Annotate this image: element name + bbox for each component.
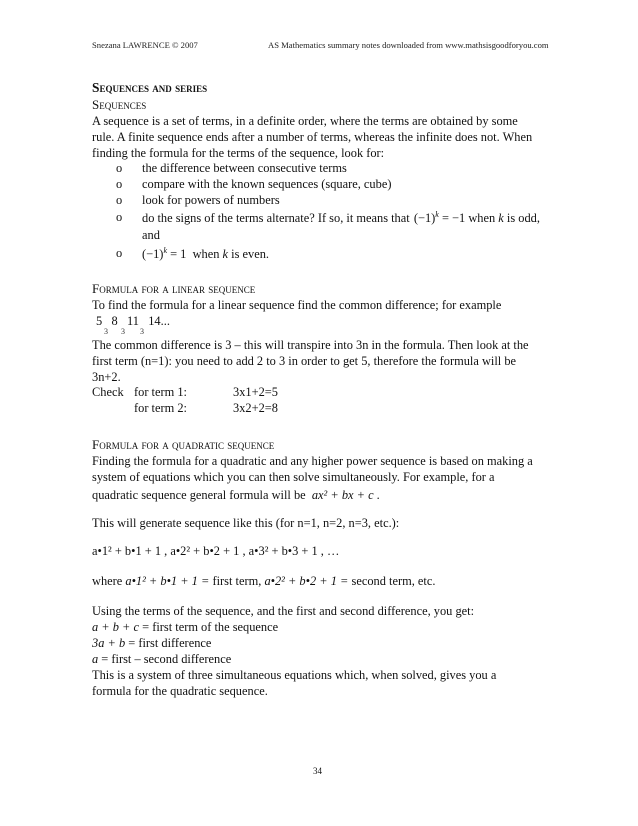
seq-term: 5 <box>96 314 103 328</box>
where-line: where a•1² + b•1 + 1 = first term, a•2² + b•2 + 1 = second term, etc. <box>92 574 436 588</box>
math-neg-one: $(-1)^k = 1$ <box>142 246 187 261</box>
paragraph-line: system of equations which you can then solve simultaneously. For example, for a <box>92 470 495 484</box>
check-term1-label: for term 1: <box>134 385 187 399</box>
page-number: 34 <box>313 766 322 776</box>
subheading-linear: Formula for a linear sequence <box>92 281 256 296</box>
math-k: k <box>222 247 229 261</box>
general-formula: ax² + bx + c <box>311 488 374 502</box>
paragraph-line: formula for the quadratic sequence. <box>92 684 268 698</box>
seq-term: 11 <box>127 314 139 328</box>
bullet-continuation: and <box>142 228 160 242</box>
paragraph-line: 3n+2. <box>92 370 121 384</box>
bullet-marker: o <box>116 210 123 224</box>
bullet-item: compare with the known sequences (square, cube) <box>142 177 392 191</box>
paragraph-line: This is a system of three simultaneous equations which, when solved, gives you a <box>92 668 497 682</box>
bullet-text: is odd, <box>506 211 540 225</box>
bullet-text: when <box>468 211 496 225</box>
difference-label: 3 <box>104 327 108 336</box>
paragraph-line: To find the formula for a linear sequence find the common difference; for example <box>92 298 502 312</box>
equation-row: 3a + b = first difference <box>92 636 212 650</box>
paragraph-line: rule. A finite sequence ends after a number of terms, whereas the infinite does not. When <box>92 130 533 144</box>
difference-label: 3 <box>140 327 144 336</box>
equation-row: a = first – second difference <box>92 652 232 666</box>
check-term2-label: for term 2: <box>134 401 187 415</box>
subheading-sequences: Sequences <box>92 97 147 112</box>
bullet-text: when <box>192 247 220 261</box>
equation-row: a + b + c = first term of the sequence <box>92 620 279 634</box>
bullet-text: is even. <box>231 247 270 261</box>
header-source: AS Mathematics summary notes downloaded from www.mathsisgoodforyou.com <box>268 40 549 50</box>
paragraph-line: first term (n=1): you need to add 2 to 3 in order to get 5, therefore the formula will be <box>92 354 517 368</box>
paragraph-line: finding the formula for the terms of the sequence, look for: <box>92 146 385 160</box>
bullet-text: do the signs of the terms alternate? If so, it means that <box>142 211 410 225</box>
second-term-expression: a•2² + b•2 + 1 = <box>264 574 349 588</box>
paragraph-line: This will generate sequence like this (for n=1, n=2, n=3, etc.): <box>92 516 400 530</box>
paragraph-line: The common difference is 3 – this will transpire into 3n in the formula. Then look at the <box>92 338 529 352</box>
header-author: Snezana LAWRENCE © 2007 <box>92 40 198 50</box>
paragraph-line: Finding the formula for a quadratic and any higher power sequence is based on making a <box>92 454 533 468</box>
seq-term: 14... <box>148 314 170 328</box>
sequence-expression: a•1² + b•1 + 1 , a•2² + b•2 + 1 , a•3² + b•3 + 1 , … <box>92 544 340 558</box>
difference-label: 3 <box>121 327 125 336</box>
math-neg-one: $(-1)^k = -1$ <box>413 210 466 225</box>
bullet-item-alternate <box>142 210 540 226</box>
first-term-expression: a•1² + b•1 + 1 = <box>125 574 210 588</box>
bullet-item: look for powers of numbers <box>142 193 280 207</box>
bullet-marker: o <box>116 193 123 207</box>
bullet-marker: o <box>116 161 123 175</box>
bullet-marker: o <box>116 246 123 260</box>
math-k: k <box>498 211 504 225</box>
paragraph-line-formula: quadratic sequence general formula will be ax² + bx + c . <box>92 488 380 502</box>
paragraph-line: Using the terms of the sequence, and the first and second difference, you get: <box>92 604 475 618</box>
check-term1-value: 3x1+2=5 <box>233 385 278 399</box>
bullet-marker: o <box>116 177 123 191</box>
bullet-item: the difference between consecutive terms <box>142 161 347 175</box>
bullet-item-even <box>142 246 269 262</box>
seq-term: 8 <box>111 314 118 328</box>
subheading-quadratic: Formula for a quadratic sequence <box>92 437 275 452</box>
section-title: Sequences and series <box>92 80 208 95</box>
check-term2-value: 3x2+2=8 <box>233 401 278 415</box>
paragraph-line: A sequence is a set of terms, in a definite order, where the terms are obtained by some <box>92 114 518 128</box>
check-label: Check <box>92 385 124 399</box>
